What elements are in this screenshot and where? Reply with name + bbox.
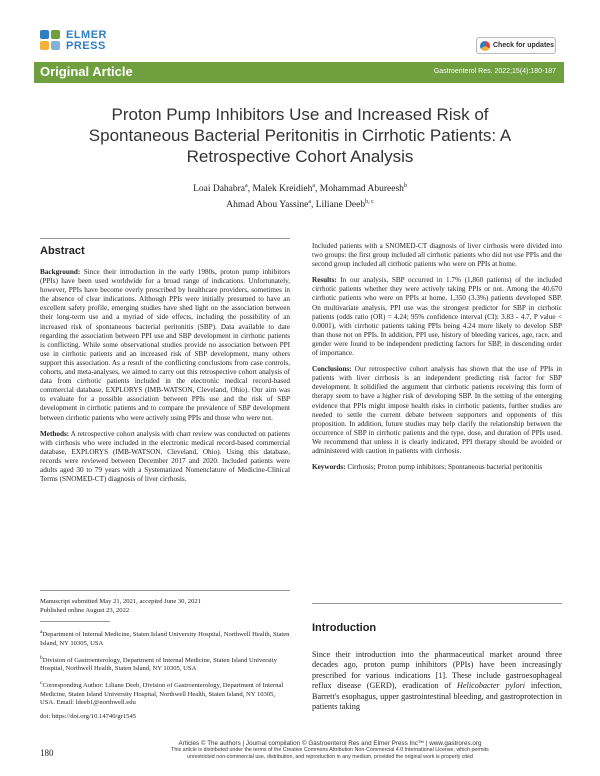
- page-footer: [140, 740, 520, 761]
- author-name: Liliane Deeb: [315, 200, 366, 211]
- page-number: 180: [40, 748, 54, 758]
- abstract-top-rule: [40, 238, 290, 239]
- footer-license-cont: unrestricted non-commercial use, distribution, and reproduction in any medium, provided the original work is properly cited: [187, 754, 473, 760]
- doi-link[interactable]: doi: https://doi.org/10.14740/gr1545: [40, 712, 137, 720]
- check-for-updates-label: Check for updates: [493, 42, 555, 49]
- abstract-bottom-rule: [40, 590, 290, 591]
- article-notes: [40, 598, 290, 727]
- affiliation-a: $^a$Department of Internal Medicine, Staten Island University Hospital, Northwell Health, Staten Island, NY 10305, USA: [40, 629, 290, 647]
- publisher-name-line1: ELMER: [66, 29, 107, 41]
- author-name: Malek Kreidieh: [252, 184, 313, 195]
- abstract-methods: A retrospective cohort analysis with chart review was conducted on patients with cirrhosis who were included in the electronic medical record-based commercial database, EXPLORYS (IMB-WATSON, Cleveland, Ohio). Using this database, records were reviewed between December 2017 and 2020. Included patients were adults aged 30 to 79 years with a Systematized Nomenclature of Medicine-Clinical Terms (SNOMED-CT) diagnosis of liver cirrhosis.: [40, 429, 290, 484]
- abstract-right-column: Included patients with a SNOMED-CT diagnosis of liver cirrhosis were divided into two groups: the first group included all cirrhotic patients who did not use PPIs and the second group included all cirrhotic patients who were on PPIs at home. Results: In our analysis, SBP occurred in 1.7% (1,860 patients) of the included cirrhotic patients whether they were actively taking PPIs or not. Among the 40,670 cirrhotic patients who were on PPIs at home, 1,350 (3.3%) patients developed SBP. On multivariate analysis, PPI use was the strongest predictor for SBP in cirrhotic patients (odds ratio (OR) = 4.24; 95% confidence interval (CI): 3.83 - 4.7, P value < 0.0001), with cirrhotic patients taking PPIs being 4.24 more likely to develop SBP than those not on PPIs. In addition, PPI use, history of bleeding varices, age, race, and gender were found to be independent predicting factors for SBP, in descending order of importance. Conclusions: Our retrospective cohort analysis has shown that the use of PPIs in patients with liver cirrhosis is an independent predicting risk factor for SBP development. It solidified the argument that cirrhotic patients receiving this form of therapy seem to have a higher risk of developing SBP. In the setting of the emerging evidence that PPIs might impose health risks in cirrhotic patients, further studies are needed to settle the current debate between supporters and opponents of this proposition. In addition, future studies may help clarify the relationship between the occurrence of SBP in cirrhotic patients and the type, dose, and duration of PPIs used. We recommend that unless it is clearly indicated, PPI therapy should be avoided or administered with caution in patients with cirrhosis. Keywords: Cirrhosis; Proton pump inhibitors; Spontaneous bacterial peritonitis: [312, 242, 562, 472]
- footer-license: This article is distributed under the terms of the Creative Commons Attribution Non-Commercial 4.0 International License, which permits: [171, 747, 489, 753]
- footer-copyright: Articles © The authors | Journal compilation © Gastroenterol Res and Elmer Press Inc™ | www.gastrores.org: [178, 740, 482, 747]
- article-type: Original Article: [40, 64, 133, 79]
- abstract-left-column: Background: Since their introduction in the early 1980s, proton pump inhibitors (PPIs) have been used worldwide for a broad range of indications. Unfortunately, however, PPIs have become overly prescribed by healthcare providers, sometimes in the absence of clear indications. Although PPIs were initially presumed to have an excellent safety profile, emerging studies have shed light on the association between their long-term use and a myriad of side effects, including the possibility of an increased risk of spontaneous bacterial peritonitis (SBP). Data available to date regarding the association between PPI use and SBP development in cirrhotic patients is conflicting. While some observational studies provide no association between PPI use in cirrhotic patients and an increased risk of SBP development, many others support this association. As a result of the conflicting conclusions from case controls, cohorts, and meta-analyses, we aimed to carry out this retrospective cohort analysis of data from cirrhotic patients included in the electronic medical record-based commercial database, EXPLORYS (IMB-WATSON, Cleveland, Ohio). Our aim was to evaluate for a possible association between PPIs use and the risk of SBP development in cirrhotic patients and to compare the prevalence of SBP development between cirrhotic patients who were actively using PPIs and those who were not. Methods: A retrospective cohort analysis with chart review was conducted on patients with cirrhosis who were included in the electronic medical record-based commercial database, EXPLORYS (IMB-WATSON, Cleveland, Ohio). Using this database, records were reviewed between December 2017 and 2020. Included patients were adults aged 30 to 79 years with a Systematized Nomenclature of Medicine-Clinical Terms (SNOMED-CT) diagnosis of liver cirrhosis.: [40, 268, 291, 484]
- abstract-methods-continued: Included patients with a SNOMED-CT diagnosis of liver cirrhosis were divided into two groups: the first group included all cirrhotic patients who did not use PPIs and the second group included all cirrhotic patients who were on PPIs at home.: [312, 242, 562, 269]
- author-name: Mohammad Abureesh: [319, 184, 404, 195]
- crossmark-icon: [480, 41, 490, 51]
- author-name: Loai Dahabra: [193, 184, 246, 195]
- abstract-conclusions: Our retrospective cohort analysis has shown that the use of PPIs in patients with liver cirrhosis is an independent predicting risk factor for SBP development. It solidified the argument that cirrhotic patients receiving this form of therapy seem to have a higher risk of developing SBP. In the setting of the emerging evidence that PPIs might impose health risks in cirrhotic patients, further studies are needed to settle the current debate between supporters and opponents of this proposition. In addition, future studies may help clarify the relationship between the occurrence of SBP in cirrhotic patients and the type, dose, and duration of PPIs used. We recommend that unless it is clearly indicated, PPI therapy should be avoided or administered with caution in patients with cirrhosis.: [312, 365, 562, 455]
- publisher-name-line2: PRESS: [66, 40, 106, 52]
- abstract-results: In our analysis, SBP occurred in 1.7% (1,860 patients) of the included cirrhotic patients whether they were actively taking PPIs or not. Among the 40,670 cirrhotic patients who were on PPIs at home, 1,350 (3.3%) patients developed SBP. On multivariate analysis, PPI use was the strongest predictor for SBP in cirrhotic patients (odds ratio (OR) = 4.24; 95% confidence interval (CI): 3.83 - 4.7, P value < 0.0001), with cirrhotic patients taking PPIs being 4.24 more likely to develop SBP than those not on PPIs. In addition, PPI use, history of bleeding varices, age, race, and gender were found to be independent predicting factors for SBP, in descending order of importance.: [312, 276, 562, 358]
- corresponding-author: $^c$Corresponding Author: Liliane Deeb, Division of Gastroenterology, Department of Internal Medicine, Staten Island University Hospital, Northwell Health, Staten Island, NY 10305, USA. Email: ldeeb1@northwell.edu: [40, 679, 284, 707]
- abstract-heading: Abstract: [40, 245, 85, 257]
- publisher-logo: [40, 30, 107, 52]
- publisher-logo-icon: [40, 30, 62, 52]
- author-list: Loai Dahabra$^a$, Malek Kreidieh$^a$, Mohammad Abureesh$^b$ Ahmad Abou Yassine$^a$, Liliane Deeb$^{b, c}$: [193, 183, 407, 211]
- abstract-keywords: Cirrhosis; Proton pump inhibitors; Spontaneous bacterial peritonitis: [347, 463, 543, 472]
- manuscript-dates: Manuscript submitted May 21, 2021, accepted June 30, 2021 Published online August 23, 2022: [40, 598, 201, 614]
- affiliation-b: $^b$Division of Gastroenterology, Department of Internal Medicine, Staten Island University Hospital, Northwell Health, Staten Island, NY 10305, USA: [40, 654, 277, 673]
- journal-citation: Gastroenterol Res. 2022;15(4):180-187: [433, 68, 556, 75]
- article-title: Proton Pump Inhibitors Use and Increased Risk of Spontaneous Bacterial Peritonitis in Cirrhotic Patients: A Retrospective Cohort Analysis: [88, 105, 512, 166]
- abstract-end-rule: [312, 603, 562, 604]
- introduction-text: Since their introduction into the pharmaceutical market around three decades ago, proton pump inhibitors (PPIs) have been increasingly prescribed for various indications [1]. These include gastroesophageal reflux disease (GERD), eradication of Helicobacter pylori infection, Barrett's esophagus, upper gastrointestinal bleeding, and gastroprotection in patients taking: [312, 650, 562, 712]
- author-name: Ahmad Abou Yassine: [226, 200, 309, 211]
- abstract-background: Since their introduction in the early 1980s, proton pump inhibitors (PPIs) have been used worldwide for a broad range of indications. Unfortunately, however, PPIs have become overly prescribed by healthcare providers, sometimes in the absence of clear indications. Although PPIs were initially presumed to have an excellent safety profile, emerging studies have shed light on the association between their long-term use and a myriad of side effects, including the possibility of an increased risk of spontaneous bacterial peritonitis (SBP). Data available to date regarding the association between PPI use and SBP development in cirrhotic patients is conflicting. While some observational studies provide no association between PPI use in cirrhotic patients and an increased risk of SBP development, many others support this association. As a result of the conflicting conclusions from case controls, cohorts, and meta-analyses, we aimed to carry out this retrospective cohort analysis of data from cirrhotic patients included in the electronic medical record-based commercial database, EXPLORYS (IMB-WATSON, Cleveland, Ohio). Our aim was to evaluate for a possible association between PPIs use and the risk of SBP development in cirrhotic patients and to compare the prevalence of SBP development between cirrhotic patients who were actively using PPIs and those who were not.: [40, 268, 291, 422]
- introduction-heading: Introduction: [312, 622, 377, 634]
- check-for-updates-button[interactable]: [476, 37, 556, 54]
- affiliation-rule: [40, 621, 110, 622]
